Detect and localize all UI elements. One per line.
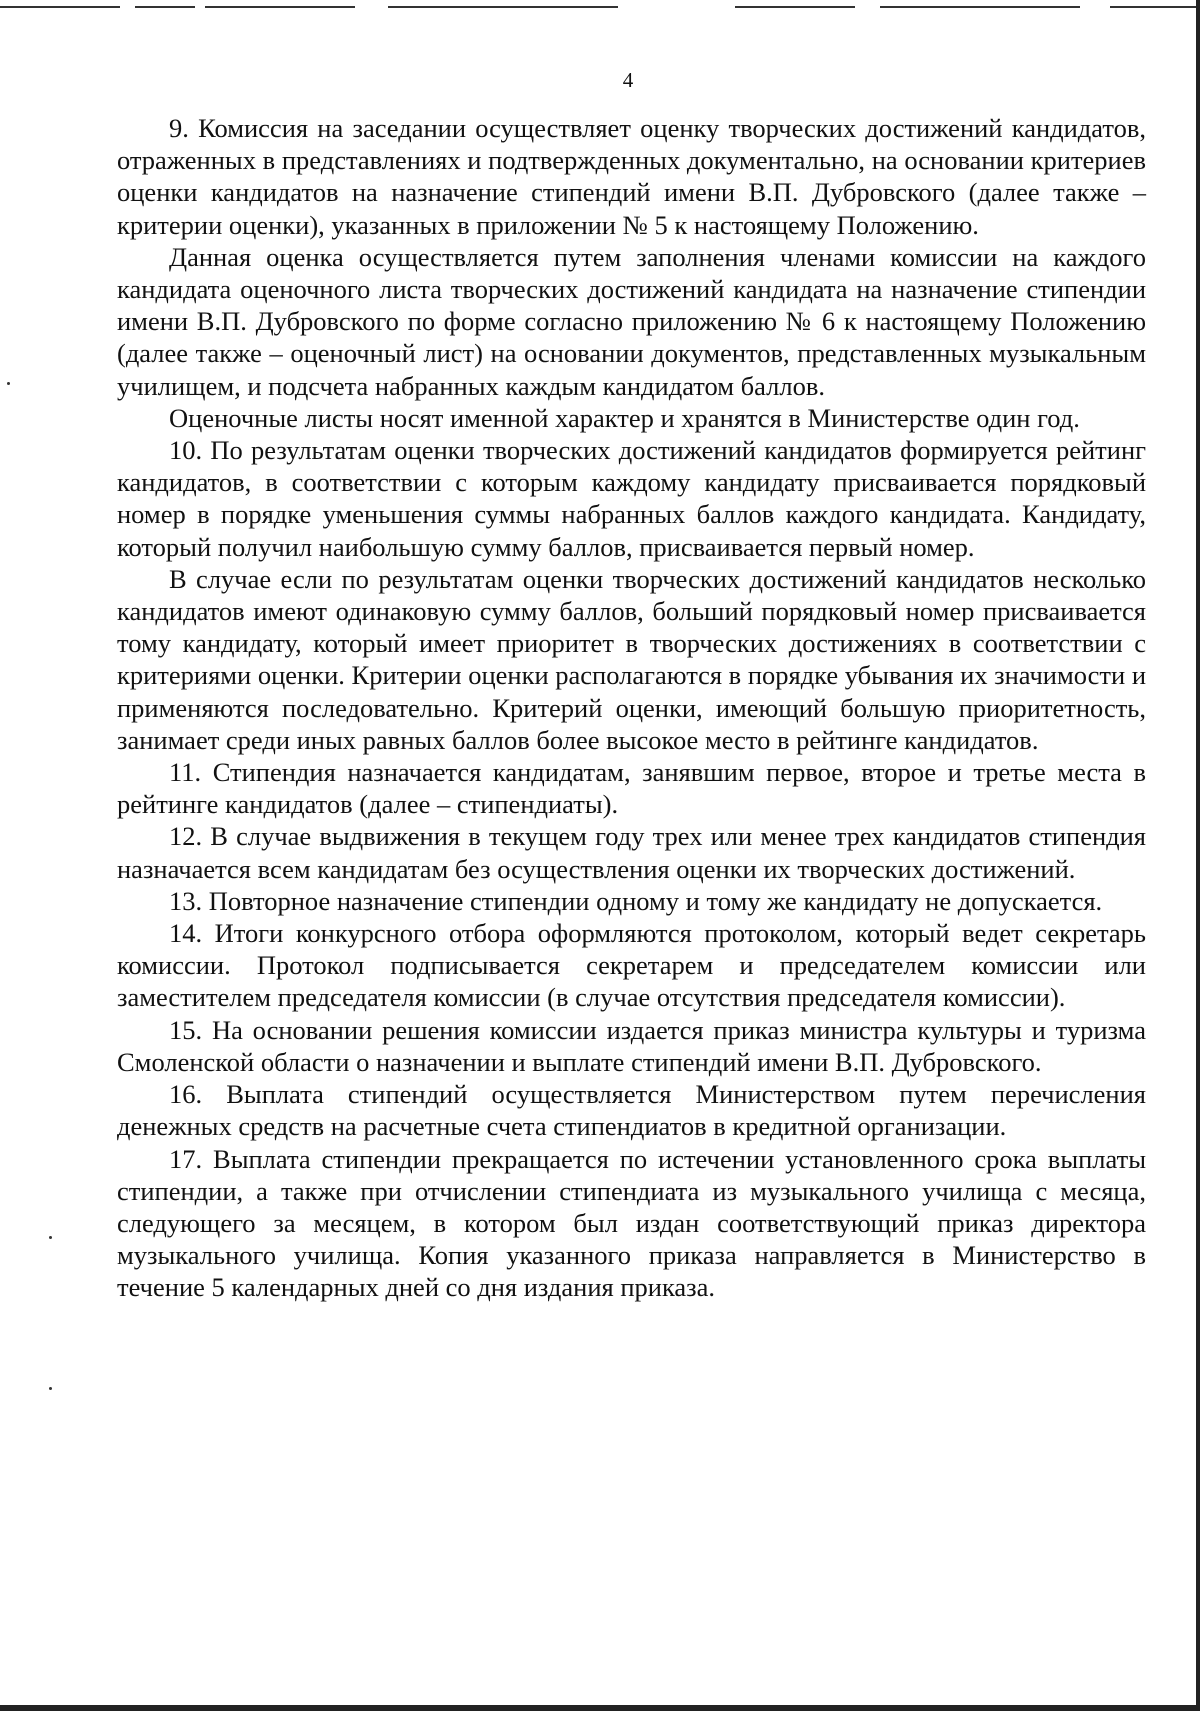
paragraph-11: 11. Стипендия назначается кандидатам, занявшим первое, второе и третье места в рейтинге кандидатов (далее – стипендиаты). bbox=[117, 757, 1146, 820]
paragraph-9-sheets: Оценочные листы носят именной характер и хранятся в Министерстве один год. bbox=[169, 402, 1080, 433]
page-number: 4 bbox=[622, 68, 634, 92]
scan-top-edge bbox=[0, 6, 1200, 10]
scan-speck bbox=[7, 382, 10, 385]
paragraph-15: 15. На основании решения комиссии издается приказ министра культуры и туризма Смоленской области о назначении и выплате стипендий имени В.П. Дубровского. bbox=[117, 1014, 1146, 1077]
paragraph-12: 12. В случае выдвижения в текущем году трех или менее трех кандидатов стипендия назначается всем кандидатам без осуществления оценки их творческих достижений. bbox=[117, 821, 1146, 884]
document-body bbox=[117, 112, 1146, 1304]
scan-bottom-edge bbox=[0, 1705, 1200, 1711]
paragraph-17: 17. Выплата стипендии прекращается по истечении установленного срока выплаты стипендии, а также при отчислении стипендиата из музыкального училища с месяца, следующего за месяцем, в котором был издан соответствующий приказ директора музыкального училища. Копия указанного приказа направляется в Министерство в течение 5 календарных дней со дня издания приказа. bbox=[117, 1143, 1146, 1303]
paragraph-10: 10. По результатам оценки творческих достижений кандидатов формируется рейтинг кандидатов, в соответствии с которым каждому кандидату присваивается порядковый номер в порядке уменьшения суммы набранных баллов каждого кандидата. Кандидату, который получил наибольшую сумму баллов, присваивается первый номер. bbox=[117, 435, 1146, 562]
scan-right-edge bbox=[1196, 0, 1200, 1711]
paragraph-14: 14. Итоги конкурсного отбора оформляются протоколом, который ведет секретарь комиссии. Протокол подписывается секретарем и председателем комиссии или заместителем председателя комиссии (в случае отсутствия председателя комиссии). bbox=[117, 918, 1146, 1013]
paragraph-9: 9. Комиссия на заседании осуществляет оценку творческих достижений кандидатов, отраженных в представлениях и подтвержденных документально, на основании критериев оценки кандидатов на назначение стипендий имени В.П. Дубровского (далее также – критерии оценки), указанных в приложении № 5 к настоящему Положению. bbox=[117, 113, 1146, 240]
paragraph-13: 13. Повторное назначение стипендии одному и тому же кандидату не допускается. bbox=[169, 885, 1103, 916]
paragraph-16: 16. Выплата стипендий осуществляется Министерством путем перечисления денежных средств на расчетные счета стипендиатов в кредитной организации. bbox=[117, 1079, 1146, 1142]
scan-speck bbox=[49, 1387, 52, 1390]
paragraph-10-ties: В случае если по результатам оценки творческих достижений кандидатов несколько кандидатов имеют одинаковую сумму баллов, больший порядковый номер присваивается тому кандидату, который имеет приоритет в творческих достижениях в соответствии с критериями оценки. Критерии оценки располагаются в порядке убывания их значимости и применяются последовательно. Критерий оценки, имеющий большую приоритетность, занимает среди иных равных баллов более высокое место в рейтинге кандидатов. bbox=[117, 563, 1146, 755]
paragraph-9-evaluation: Данная оценка осуществляется путем заполнения членами комиссии на каждого кандидата оценочного листа творческих достижений кандидата на назначение стипендии имени В.П. Дубровского по форме согласно приложению № 6 к настоящему Положению (далее также – оценочный лист) на основании документов, представленных музыкальным училищем, и подсчета набранных каждым кандидатом баллов. bbox=[117, 241, 1146, 401]
scan-speck bbox=[49, 1236, 52, 1239]
